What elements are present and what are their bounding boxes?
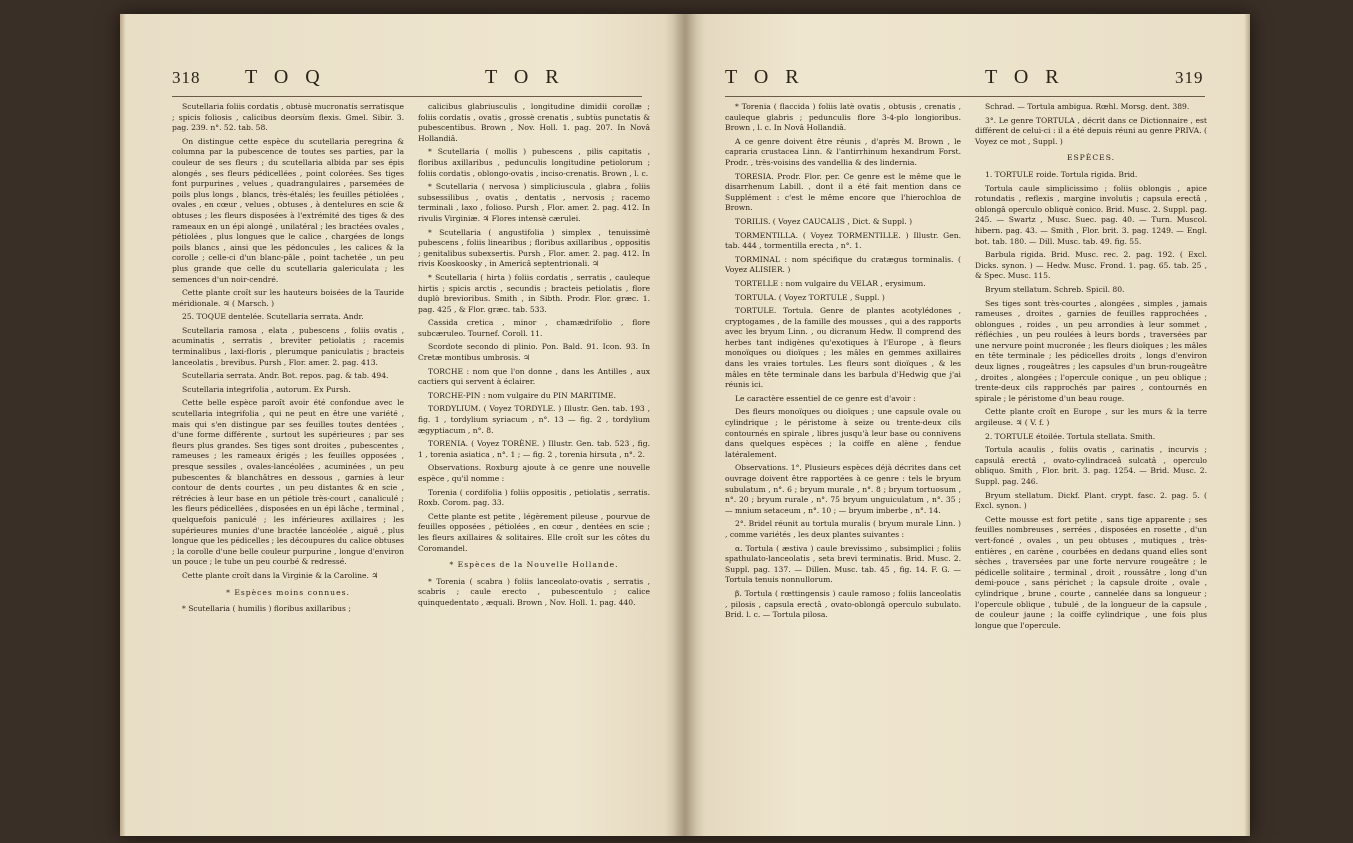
right-header-rule	[725, 96, 1205, 97]
paragraph: TORTULA. ( Voyez TORTULE , Suppl. )	[735, 292, 885, 302]
paragraph: 3°. Le genre TORTULA , décrit dans ce Dictionnaire , est différent de celui-ci : il a été depuis réuni au genre PRIVA. ( Voyez ce mot , Suppl. )	[975, 115, 1207, 146]
paragraph: Cassida cretica , minor , chamædrifolio , flore subcæruleo. Tournef. Coroll. 11.	[418, 318, 650, 338]
paragraph: ESPÈCES.	[1066, 153, 1116, 163]
paragraph: * Espèces moins connues.	[226, 587, 350, 597]
right-page-number: 319	[1175, 68, 1204, 87]
paragraph: calicibus glabriusculis , longitudine dimidii corollæ ; foliis cordatis , ovatis , grossè crenatis , subtùs punctatis & pubescentibus. Brown , Nov. Holl. 1. pag. 207. In Novâ Hollandiâ.	[418, 102, 650, 143]
paragraph: TORENIA. ( Voyez TORÈNE. ) Illustr. Gen. tab. 523 , fig. 1 , torenia asiatica , n°. 1 ; — fig. 2 , torenia hirsuta , n°. 2.	[418, 439, 650, 459]
left-header-right: T O R	[485, 66, 565, 88]
paragraph: TORCHE-PIN : nom vulgaire du PIN MARITIME.	[428, 390, 616, 400]
paragraph: Scutellaria integrifolia , autorum. Ex Pursh.	[182, 384, 351, 394]
paragraph: Barbula rigida. Brid. Musc. rec. 2. pag. 192. ( Excl. Dicks. synon. ) — Hedw. Musc. Frond. 1. pag. 65. tab. 25 , & Spec. Musc. 115.	[975, 250, 1207, 281]
paragraph: TORMINAL : nom spécifique du cratægus torminalis. ( Voyez ALISIER. )	[725, 254, 961, 275]
left-header-left: T O Q	[245, 66, 326, 88]
paragraph: * Scutellaria ( hirta ) foliis cordatis , serratis , cauleque hirtis ; spicis arctis , secundis ; bracteis petiolatis , flore duplò brevioribus. Smith , in Sibth. Prodr. Flor. græc. 1. pag. 425 , & Flor. græc. tab. 533.	[418, 272, 650, 314]
paragraph: TORTULE. Tortula. Genre de plantes acotylédones , cryptogames , de la famille des mousses , qui a des rapports avec les bryum Linn. , ou dicranum Hedw. Il comprend des herbes tant indigènes qu'exotiques à l'Europe , à fleurs monoïques ou dioïques ; les mâles en gemmes axillaires dans les vraies tortules. Les fleurs sont dioïques , & les mâles en tête terminale dans les barbula d'Hedwig que j'ai réunis ici.	[725, 306, 961, 390]
paragraph: Observations. Roxburg ajoute à ce genre une nouvelle espèce , qu'il nomme :	[418, 463, 650, 483]
left-header-rule	[172, 96, 642, 97]
paragraph: * Torenia ( flaccida ) foliis latè ovatis , obtusis , crenatis , cauleque glabris ; pedunculis flore 3-4-plo longioribus. Brown , l. c. In Novâ Hollandiâ.	[725, 102, 961, 133]
right-column-2	[975, 102, 1207, 634]
paragraph: β. Tortula ( rœttingensis ) caule ramoso ; foliis lanceolatis , pilosis , capsula erectâ , ovato-oblongâ operculo subulato. Brid. l. c. — Tortula pilosa.	[725, 588, 961, 620]
paragraph: A ce genre doivent être réunis , d'après M. Brown , le capraria crustacea Linn. & l'antirrhinum hexandrum Forst. Prodr. , très-voisins des vandellia & des lindernia.	[725, 136, 961, 167]
paragraph: Bryum stellatum. Schreb. Spicil. 80.	[985, 284, 1125, 294]
paragraph: * Espèces de la Nouvelle Hollande.	[449, 560, 619, 570]
open-book	[120, 14, 1250, 836]
paragraph: Des fleurs monoïques ou dioïques ; une capsule ovale ou cylindrique ; le péristome à seize ou trente-deux cils contournés en spirale , libres jusqu'à leur base ou connivens dans quelques espèces ; la coiffe en alène , fendue latéralement.	[725, 407, 961, 459]
paragraph: α. Tortula ( æstiva ) caule brevissimo , subsimplici ; foliis spathulato-lanceolatis , seta brevi terminatis. Brid. Musc. 2. Suppl. pag. 137. — Dillen. Musc. tab. 45 , fig. 14. F. G. — Tortula tenuis nonnullorum.	[725, 543, 961, 585]
paragraph: 2°. Bridel réunit au tortula muralis ( bryum murale Linn. ) , comme variétés , les deux plantes suivantes :	[725, 519, 961, 539]
paragraph: On distingue cette espèce du scutellaria peregrina & columna par la pubescence de toutes ses parties, par la couleur de ses fleurs ; du scutellaria albida par ses épis alongés , ses fleurs pédicellées , point colorées. Ses tiges font purpurines , velues , quadrangulaires , parsemées de poils plus longs , blancs, très-étalés; les feuilles pétiolées , ovales , en cœur , velues , obtuses , à dentelures en scie & obtuses ; les fleurs disposées à l'extrémité des tiges & des rameaux en un épi alongé , unilatéral ; les bractées ovales , pétiolées , plus longues que le calice , chargées de longs poils blancs , ainsi que les pédoncules , les calices & la corolle ; celle-ci d'un blanc-pâle , point tachetée , un peu plus grande que celle du scutellaria galericulata ; les semences d'un noir-cendré.	[172, 136, 404, 284]
paragraph: Cette plante est petite , légèrement pileuse , pourvue de feuilles opposées , pétiolées , en cœur , dentées en scie ; les fleurs axillaires & solitaires. Elle croît sur les côtes du Coromandel.	[418, 511, 650, 553]
paragraph: TORTELLE : nom vulgaire du VELAR , erysimum.	[735, 278, 926, 288]
paragraph: * Scutellaria ( humilis ) floribus axillaribus ;	[182, 604, 351, 614]
paragraph: TORMENTILLA. ( Voyez TORMENTILLE. ) Illustr. Gen. tab. 444 , tormentilla erecta , n°. 1.	[725, 230, 961, 251]
paragraph: Tortula acaulis , foliis ovatis , carinatis , incurvis ; capsulâ erectâ , ovato-cylindraceâ sulcatâ , operculo obliquo. Smith , Flor. brit. 3. pag. 1254. — Brid. Musc. 2. Suppl. pag. 246.	[975, 445, 1207, 486]
paragraph: Scutellaria ramosa , elata , pubescens , foliis ovatis , acuminatis , serratis , breviter petiolatis ; racemis terminalibus , laxi-floris , plerumque paniculatis ; bracteis lanceolatis , brevibus. Pursh , Flor. amer. 2. pag. 413.	[172, 325, 404, 367]
paragraph: Cette belle espèce paroît avoir été confondue avec le scutellaria integrifolia , qui ne peut en être une variété , mais qui s'en distingue par ses feuilles toutes dentées , d'une forme différente , surtout les supérieures ; par ses fleurs plus grandes. Ses tiges sont droites , pubescentes , rameuses ; les rameaux érigés ; les feuilles opposées , presque sessiles , ovales-lancéolées , acuminées , un peu pubescentes & blanchâtres en dessous , garnies à leur contour de dents courtes , un peu distantes & en scie , rétrécies à leur base en un pétiole très-court , canaliculé ; les fleurs pédicellées , disposées en un épi lâche , terminal , quelquefois paniculé ; les inférieures axillaires ; les supérieures munies d'une bractée lancéolée , aiguë , plus longue que les pédicelles ; les découpures du calice obtuses ; la corolle d'une belle couleur purpurine , longue d'environ un pouce ; le tube un peu courbé & redressé.	[172, 398, 404, 567]
paragraph: 2. TORTULE étoilée. Tortula stellata. Smith.	[985, 431, 1156, 441]
paragraph: Torenia ( cordifolia ) foliis oppositis , petiolatis , serratis. Roxb. Corom. pag. 33.	[418, 487, 650, 508]
paragraph: * Torenia ( scabra ) foliis lanceolato-ovatis , serratis , scabris ; caule erecto , pubescentulo ; calice quinquedentato , æquali. Brown , Nov. Holl. 1. pag. 440.	[418, 576, 650, 607]
paragraph: Bryum stellatum. Dickf. Plant. crypt. fasc. 2. pag. 5. ( Excl. synon. )	[975, 490, 1207, 511]
left-page-number: 318	[172, 68, 201, 87]
paragraph: Cette plante croît dans la Virginie & la Caroline. ♃	[182, 570, 379, 580]
paragraph: * Scutellaria ( nervosa ) simpliciuscula , glabra , foliis subsessilibus , ovatis , dentatis , nervosis ; racemo terminali , laxo , folioso. Pursh , Flor. amer. 2. pag. 412. In rivulis Virginiæ. ♃ Flores intensè cærulei.	[418, 182, 650, 223]
paragraph: TORILIS. ( Voyez CAUCALIS , Dict. & Suppl. )	[735, 216, 913, 226]
right-header-left: T O R	[725, 66, 805, 88]
paragraph: Scutellaria foliis cordatis , obtusè mucronatis serratisque ; spicis foliosis , calicibus deorsùm flexis. Gmel. Sibir. 3. pag. 239. n°. 52. tab. 58.	[172, 102, 404, 133]
left-page	[120, 14, 685, 836]
paragraph: Cette plante croît sur les hauteurs boisées de la Tauride méridionale. ♃ ( Marsch. )	[172, 288, 404, 308]
paragraph: * Scutellaria ( angustifolia ) simplex , tenuissimè pubescens , foliis linearibus ; floribus axillaribus , oppositis ; genitalibus subexsertis. Pursh , Flor. amer. 2. pag. 412. In rivis Kooskoosky , in Americâ septentrionali. ♃	[418, 227, 650, 269]
paragraph: * Scutellaria ( mollis ) pubescens , pilis capitatis , floribus axillaribus , pedunculis longitudine petiolorum ; foliis cordatis , oblongo-ovatis , inciso-crenatis. Brown , l. c.	[418, 147, 650, 178]
paragraph: Schrad. — Tortula ambigua. Rœhl. Morsg. dent. 389.	[985, 102, 1190, 111]
right-header-right: T O R	[985, 66, 1065, 88]
left-column-2	[418, 102, 650, 612]
right-column-1	[725, 102, 961, 624]
paragraph: Tortula caule simplicissimo ; foliis oblongis , apice rotundatis , reflexis , margine involutis ; capsula erectâ , oblongâ operculo obliquè conico. Brid. Musc. 2. Suppl. pag. 245. — Swartz , Musc. Suec. pag. 40. — Turn. Muscol. hibern. pag. 43. — Smith , Flor. brit. 3. pag. 1249. — Engl. bot. tab. 180. — Dill. Musc. tab. 49. fig. 55.	[975, 183, 1207, 246]
paragraph: TORCHE : nom que l'on donne , dans les Antilles , aux cactiers qui servent à éclairer.	[418, 366, 650, 387]
paragraph: 1. TORTULE roide. Tortula rigida. Brid.	[985, 169, 1138, 179]
paragraph: Scutellaria serrata. Andr. Bot. repos. pag. & tab. 494.	[182, 371, 389, 381]
right-page	[685, 14, 1250, 836]
paragraph: Le caractère essentiel de ce genre est d'avoir :	[735, 393, 916, 403]
paragraph: Observations. 1°. Plusieurs espèces déjà décrites dans cet ouvrage doivent être rapportées à ce genre : tels le bryum subulatum , n°. 6 ; bryum murale , n°. 8 ; bryum tortuosum , n°. 20 ; bryum rurale , n°. 75 bryum unguiculatum , n°. 35 ; — mnium setaceum , n°. 10 ; — bryum imberbe , n°. 14.	[725, 463, 961, 515]
paragraph: Cette mousse est fort petite , sans tige apparente ; ses feuilles nombreuses , serrées , disposées en rosette , d'un vert-foncé , ovales , un peu obtuses , mutiques , très-entières , en carène , courbées en dedans quand elles sont sèches , traversées par une forte nervure rougeâtre ; le pédicelle solitaire , terminal , droit , roussâtre , long d'un demi-pouce , sans périchet ; la capsule droite , ovale , cylindrique , brune , courte , cannelée dans sa longueur ; l'opercule oblique , tubulé , de la longueur de la capsule , de couleur jaune ; la coiffe cylindrique , une fois plus longue que l'opercule.	[975, 514, 1207, 630]
paragraph: Ses tiges sont très-courtes , alongées , simples , jamais rameuses , droites , garnies de feuilles rapprochées , oblongues , roides , un peu arrondies à leur sommet , réfléchies , un peu roulées à leurs bords , traversées par une nervure point mucronée ; les fleurs dioïques ; les mâles en tête terminale ; les pédicelles droits , longs d'environ deux lignes , rougeâtres ; les capsules d'un brun-rougeâtre , droites , alongées ; l'opercule conique , un peu oblique ; trente-deux cils rapprochés par paires , contournés en spirale ; le péristome d'un beau rouge.	[975, 298, 1207, 403]
paragraph: Scordote secondo di plinio. Pon. Bald. 91. Icon. 93. In Cretæ montibus umbrosis. ♃	[418, 342, 650, 363]
paragraph: TORESIA. Prodr. Flor. per. Ce genre est le même que le disarrhenum Labill. , dont il a été fait mention dans ce Supplément : c'est le même encore que l'hierochloa de Brown.	[725, 171, 961, 213]
paragraph: Cette plante croît en Europe , sur les murs & la terre argileuse. ♃ ( V. f. )	[975, 407, 1207, 428]
paragraph: TORDYLIUM. ( Voyez TORDYLE. ) Illustr. Gen. tab. 193 , fig. 1 , tordylium syriacum , n°. 13 — fig. 2 , tordylium ægyptiacum , n°. 8.	[418, 404, 650, 435]
left-column-1	[172, 102, 404, 618]
paragraph: 25. TOQUE dentelée. Scutellaria serrata. Andr.	[182, 312, 364, 322]
